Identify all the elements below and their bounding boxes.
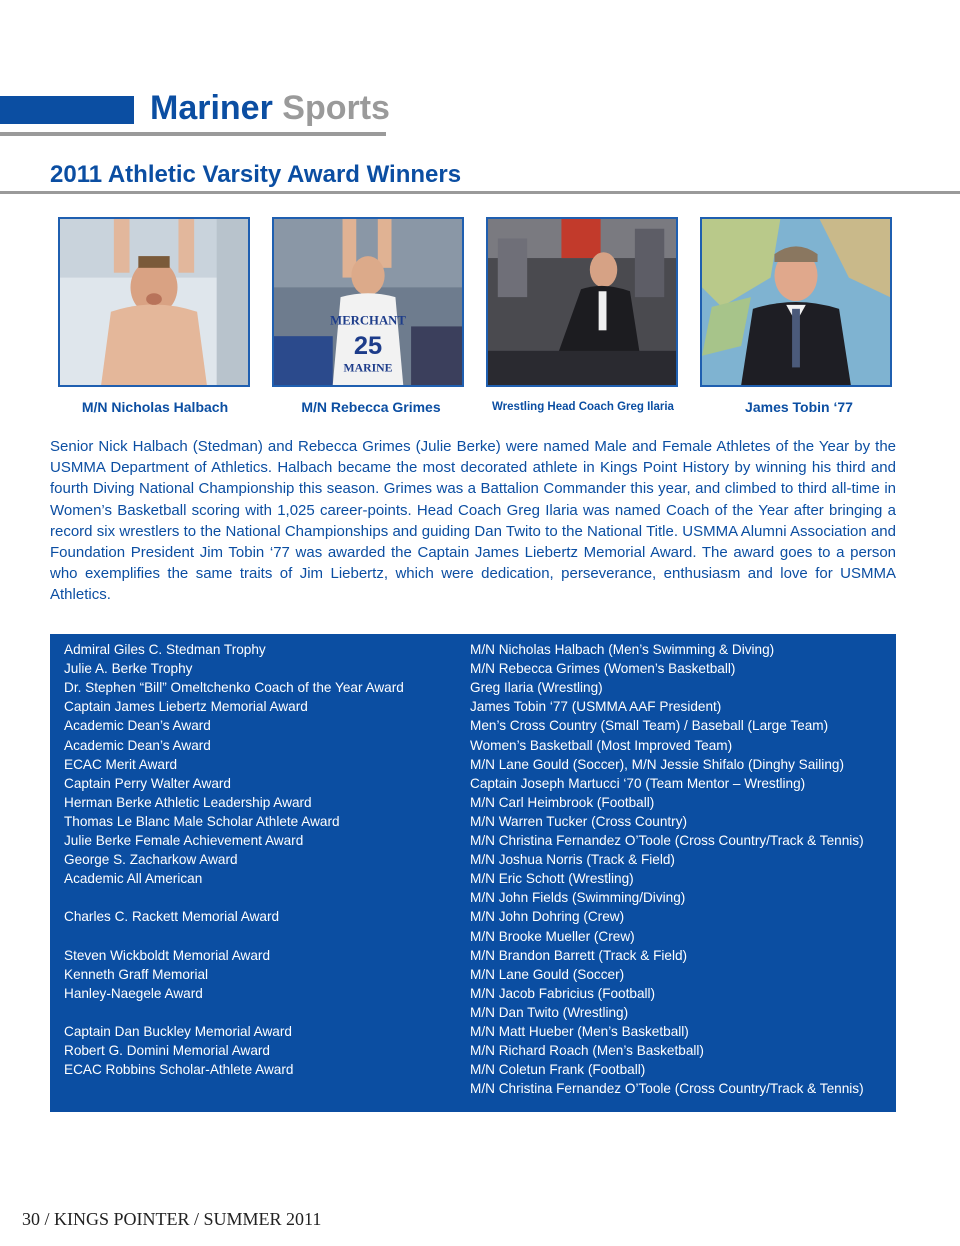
award-row <box>50 1022 896 1041</box>
award-winner: Women’s Basketball (Most Improved Team) <box>470 737 733 753</box>
award-row <box>50 1060 896 1079</box>
award-row <box>50 659 896 678</box>
award-row <box>50 946 896 965</box>
award-row <box>50 927 896 946</box>
award-row <box>50 1079 896 1098</box>
award-winner: M/N Joshua Norris (Track & Field) <box>470 852 675 868</box>
award-winner: M/N Brooke Mueller (Crew) <box>470 928 635 944</box>
award-row <box>50 755 896 774</box>
award-row <box>50 1041 896 1060</box>
award-winner: M/N John Fields (Swimming/Diving) <box>470 890 686 906</box>
award-winner: M/N Eric Schott (Wrestling) <box>470 871 634 887</box>
award-name: Captain James Liebertz Memorial Award <box>64 699 308 715</box>
award-row <box>50 965 896 984</box>
award-row <box>50 850 896 869</box>
award-name: Steven Wickboldt Memorial Award <box>64 947 271 963</box>
header-rule <box>0 132 386 136</box>
award-winner: Greg Ilaria (Wrestling) <box>470 680 603 696</box>
heading-rule <box>0 191 960 194</box>
award-winner: M/N Warren Tucker (Cross Country) <box>470 813 688 829</box>
award-name: Charles C. Rackett Memorial Award <box>64 909 280 925</box>
award-row <box>50 716 896 735</box>
jersey-text: MERCHANT <box>330 313 406 328</box>
award-winner: M/N Christina Fernandez O’Toole (Cross Country/Track & Tennis) <box>470 1081 864 1097</box>
page-title: 2011 Athletic Varsity Award Winners <box>50 161 462 188</box>
award-winner: Captain Joseph Martucci ‘70 (Team Mentor – Wrestling) <box>470 775 806 791</box>
award-name: ECAC Merit Award <box>64 756 178 772</box>
section-title-primary: Mariner <box>150 89 273 127</box>
award-name: Academic Dean’s Award <box>64 718 211 734</box>
award-name: Julie A. Berke Trophy <box>64 661 193 677</box>
photo-caption: James Tobin ‘77 <box>745 399 853 415</box>
award-winner: M/N Nicholas Halbach (Men’s Swimming & Diving) <box>470 642 775 657</box>
diver-photo <box>58 217 250 387</box>
award-winner: M/N Christina Fernandez O’Toole (Cross Country/Track & Tennis) <box>470 833 864 848</box>
award-name: Admiral Giles C. Stedman Trophy <box>64 642 266 657</box>
award-row <box>50 793 896 812</box>
award-winner: M/N Brandon Barrett (Track & Field) <box>470 947 688 963</box>
photo-caption: M/N Nicholas Halbach <box>81 399 229 415</box>
award-row <box>50 907 896 926</box>
award-winner: M/N John Dohring (Crew) <box>470 909 625 925</box>
section-title <box>150 86 390 130</box>
award-name: Kenneth Graff Memorial <box>64 966 209 982</box>
award-row <box>50 697 896 716</box>
award-winner: James Tobin ‘77 (USMMA AAF President) <box>470 699 722 715</box>
award-name: Dr. Stephen “Bill” Omeltchenko Coach of the Year Award <box>64 680 404 696</box>
award-row <box>50 774 896 793</box>
award-winner: M/N Lane Gould (Soccer), M/N Jessie Shifalo (Dinghy Sailing) <box>470 756 844 772</box>
basketball-player-photo <box>272 217 464 387</box>
award-winner: M/N Carl Heimbrook (Football) <box>470 794 655 810</box>
header-accent-bar <box>0 96 134 124</box>
intro-paragraph: Senior Nick Halbach (Stedman) and Rebecca Grimes (Julie Berke) were named Male and Female Athletes of the Year by the USMMA Department of Athletics. Halbach became the most decorated athlete in Kings Point History by winning his third and fourth Diving National Championship this season. Grimes was a Battalion Commander this year, and climbed to third all-time in Women’s Basketball scoring with 1,025 career-points. Head Coach Greg Ilaria was named Coach of the Year after bringing a record six wrestlers to the National Championships and guiding Dan Twito to the National Title. USMMA Alumni Association and Foundation President Jim Tobin ‘77 was awarded the Captain James Liebertz Memorial Award. The award goes to a person who exemplifies the same traits of Jim Liebertz, which were dedication, perseverance, enthusiasm and love for USMMA Athletics. <box>50 438 896 604</box>
award-row <box>50 736 896 755</box>
award-name: Hanley-Naegele Award <box>64 985 203 1001</box>
award-row <box>50 678 896 697</box>
award-winner: M/N Jacob Fabricius (Football) <box>470 985 656 1001</box>
award-name: Herman Berke Athletic Leadership Award <box>64 794 312 810</box>
award-row <box>50 984 896 1003</box>
coach-photo <box>486 217 678 387</box>
awards-table <box>50 634 896 1112</box>
award-name: Thomas Le Blanc Male Scholar Athlete Award <box>64 813 340 829</box>
portrait-photo <box>700 217 892 387</box>
award-row <box>50 869 896 888</box>
section-title-secondary: Sports <box>282 89 390 127</box>
jersey-number: 25 <box>353 331 383 360</box>
award-winner: M/N Dan Twito (Wrestling) <box>470 1004 629 1020</box>
photo-caption: Wrestling Head Coach Greg Ilaria <box>492 401 674 413</box>
award-name: Academic Dean’s Award <box>64 737 211 753</box>
award-winner: Men’s Cross Country (Small Team) / Baseball (Large Team) <box>470 718 829 734</box>
award-winner: M/N Coletun Frank (Football) <box>470 1062 646 1078</box>
award-name: Academic All American <box>64 871 203 887</box>
award-row <box>50 812 896 831</box>
award-row <box>50 1003 896 1022</box>
award-row <box>50 888 896 907</box>
page-footer: 30 / KINGS POINTER / SUMMER 2011 <box>22 1209 322 1229</box>
award-winner: M/N Lane Gould (Soccer) <box>470 966 625 982</box>
award-name: George S. Zacharkow Award <box>64 852 238 868</box>
award-name: Robert G. Domini Memorial Award <box>64 1043 270 1059</box>
award-name: ECAC Robbins Scholar-Athlete Award <box>64 1062 294 1078</box>
award-winner: M/N Rebecca Grimes (Women’s Basketball) <box>470 661 736 677</box>
award-row <box>50 640 896 659</box>
jersey-text-2: MARINE <box>343 361 393 375</box>
award-winner: M/N Matt Hueber (Men’s Basketball) <box>470 1024 689 1039</box>
award-winner: M/N Richard Roach (Men’s Basketball) <box>470 1043 704 1059</box>
photo-caption: M/N Rebecca Grimes <box>301 399 441 415</box>
award-name: Julie Berke Female Achievement Award <box>64 833 304 848</box>
award-row <box>50 831 896 850</box>
award-name: Captain Dan Buckley Memorial Award <box>64 1024 292 1039</box>
award-name: Captain Perry Walter Award <box>64 775 231 791</box>
